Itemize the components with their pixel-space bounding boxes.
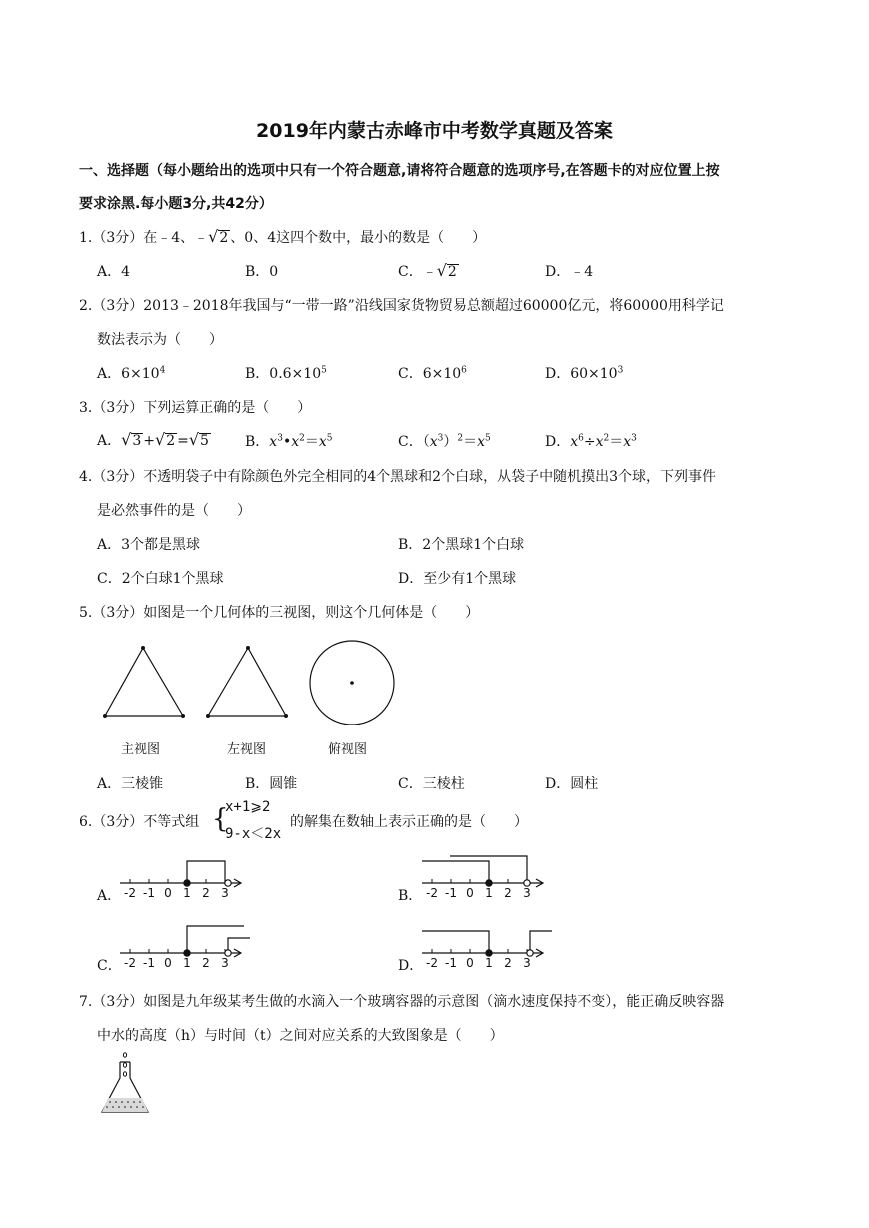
q2-option-b-exp: 5 — [321, 365, 327, 376]
hollow-point — [225, 950, 231, 956]
tick-label: 1 — [485, 886, 493, 897]
q2-option-d-base: D．60×10 — [545, 366, 618, 382]
solution-ray — [228, 938, 250, 953]
tick-label: 0 — [466, 956, 474, 967]
tick-label: -2 — [426, 886, 438, 897]
tick-label: -2 — [426, 956, 438, 967]
tick-label: 0 — [164, 886, 172, 897]
q1-option-c — [398, 261, 459, 281]
q3-option-d: D．$x^6\div x^2=x^3$ — [545, 433, 637, 450]
q2-option-a-base: A．6×10 — [97, 366, 160, 382]
q4-option-b: B．2个黑球1个白球 — [398, 537, 525, 553]
question-7-line2: 中水的高度（h）与时间（t）之间对应关系的大致图象是（ ） — [97, 1028, 504, 1044]
q1-stem-part1: 1.（3分）在﹣4、﹣ — [79, 230, 209, 246]
tick-label: -1 — [143, 956, 155, 967]
q1-option-c-radicand: 2 — [447, 264, 457, 280]
side-view-triangle — [208, 648, 286, 716]
q6-option-b-label: B． — [398, 888, 423, 904]
q2-option-d-exp: 3 — [617, 365, 624, 376]
solid-point — [486, 880, 492, 886]
section-header-line1: 一、选择题（每小题给出的选项中只有一个符合题意,请将符合题意的选项序号,在答题卡的对应位置上按 — [79, 163, 720, 179]
q4-option-a: A．3个都是黑球 — [97, 537, 201, 553]
tick-label: 2 — [202, 886, 210, 897]
q2-option-c-exp: 6 — [461, 365, 467, 376]
q1-stem-part2: 、0、4这四个数中，最小的数是（ ） — [230, 230, 487, 246]
three-views-figure — [95, 640, 415, 725]
q3-option-a-label: A． — [97, 433, 122, 449]
q2-option-a — [97, 363, 165, 383]
q6-inequality-2: 9-x＜2x — [225, 826, 282, 842]
tick-label: 1 — [183, 886, 191, 897]
hollow-point — [527, 950, 533, 956]
tick-label: -1 — [143, 886, 155, 897]
q5-option-a: A．三棱锥 — [97, 776, 164, 792]
caption-side-view: 左视图 — [227, 742, 267, 757]
q3-option-c-label: C． — [398, 434, 423, 450]
tick-label: 0 — [164, 956, 172, 967]
hollow-point — [225, 880, 231, 886]
tick-label: 0 — [466, 886, 474, 897]
tick-label: 1 — [485, 956, 493, 967]
q6-stem-part2: 的解集在数轴上表示正确的是（ ） — [290, 814, 528, 830]
water-fill — [102, 1098, 148, 1112]
q3-option-d-label: D． — [545, 434, 571, 450]
q6-inequality-1: x+1⩾2 — [225, 799, 271, 815]
question-5-stem: 5.（3分）如图是一个几何体的三视图，则这个几何体是（ ） — [79, 605, 480, 621]
number-line-option-c — [118, 922, 253, 967]
q2-option-d — [545, 363, 623, 383]
q3-option-a: A．√3 +√2 =√5 — [97, 430, 209, 449]
tick-label: 2 — [504, 956, 512, 967]
caption-front-view: 主视图 — [121, 742, 161, 757]
tick-label: -2 — [124, 956, 136, 967]
solution-ray — [187, 926, 244, 953]
q2-option-c — [398, 363, 467, 383]
question-4-line2: 是必然事件的是（ ） — [97, 503, 251, 519]
q3-option-b-label: B． — [245, 434, 270, 450]
sqrt-symbol: √ — [436, 261, 447, 280]
sqrt-symbol: √ — [208, 227, 219, 246]
tick-label: -1 — [445, 956, 457, 967]
caption-top-view: 俯视图 — [328, 742, 368, 757]
q6-stem-part1: 6.（3分）不等式组 — [79, 814, 200, 830]
tick-label: 2 — [504, 886, 512, 897]
q5-option-c: C．三棱柱 — [398, 776, 465, 792]
q5-option-b: B．圆锥 — [245, 776, 298, 792]
question-2-line1: 2.（3分）2013﹣2018年我国与“一带一路”沿线国家货物贸易总额超过60000亿元，将60000用科学记 — [79, 298, 724, 314]
number-line-option-a — [118, 855, 253, 897]
tick-label: -2 — [124, 886, 136, 897]
solid-point — [184, 950, 190, 956]
front-view-triangle — [105, 648, 183, 716]
number-line-option-d — [420, 925, 555, 967]
q6-option-d-label: D． — [398, 958, 424, 974]
tick-label: 3 — [523, 956, 531, 967]
q1-option-c-label: C．﹣ — [398, 264, 437, 280]
q1-option-a: A．4 — [97, 264, 131, 280]
tick-label: 3 — [523, 886, 531, 897]
section-header-line2: 要求涂黑.每小题3分,共42分） — [79, 196, 273, 212]
solution-ray — [530, 931, 552, 953]
question-2-line2: 数法表示为（ ） — [97, 332, 223, 348]
q1-option-b: B．0 — [245, 264, 279, 280]
tick-label: 2 — [202, 956, 210, 967]
tick-label: 3 — [221, 886, 229, 897]
q2-option-b-base: B．0.6×10 — [245, 366, 322, 382]
water-drops — [123, 1053, 126, 1076]
q4-option-d: D．至少有1个黑球 — [398, 571, 517, 587]
page-title: 2019年内蒙古赤峰市中考数学真题及答案 — [256, 120, 613, 142]
number-line-option-b — [420, 850, 555, 897]
q6-brace: { — [212, 804, 229, 834]
solid-point — [486, 950, 492, 956]
question-7-line1: 7.（3分）如图是九年级某考生做的水滴入一个玻璃容器的示意图（滴水速度保持不变），能正确反映容器 — [79, 994, 725, 1010]
q6-option-c-label: C． — [97, 958, 122, 974]
tick-label: -1 — [445, 886, 457, 897]
question-3-stem: 3.（3分）下列运算正确的是（ ） — [79, 400, 312, 416]
tick-label: 1 — [183, 956, 191, 967]
q1-radicand: 2 — [219, 230, 229, 246]
solid-point — [184, 880, 190, 886]
q3-option-c: C．$(x^3)^2=x^5$ — [398, 433, 491, 450]
q5-option-d: D．圆柱 — [545, 776, 599, 792]
q1-option-d: D．﹣4 — [545, 264, 594, 280]
q3-option-b: B．$x^3•x^2=x^5$ — [245, 433, 333, 450]
hollow-point — [524, 880, 530, 886]
q2-option-b — [245, 363, 327, 383]
q2-option-c-base: C．6×10 — [398, 366, 462, 382]
tick-label: 3 — [221, 956, 229, 967]
flask-figure — [98, 1052, 156, 1116]
question-4-line1: 4.（3分）不透明袋子中有除颜色外完全相同的4个黑球和2个白球，从袋子中随机摸出3个球，下列事件 — [79, 469, 716, 485]
q2-option-a-exp: 4 — [159, 365, 166, 376]
q4-option-c: C．2个白球1个黑球 — [97, 571, 224, 587]
q6-option-a-label: A． — [97, 888, 122, 904]
question-1-stem — [79, 227, 486, 247]
